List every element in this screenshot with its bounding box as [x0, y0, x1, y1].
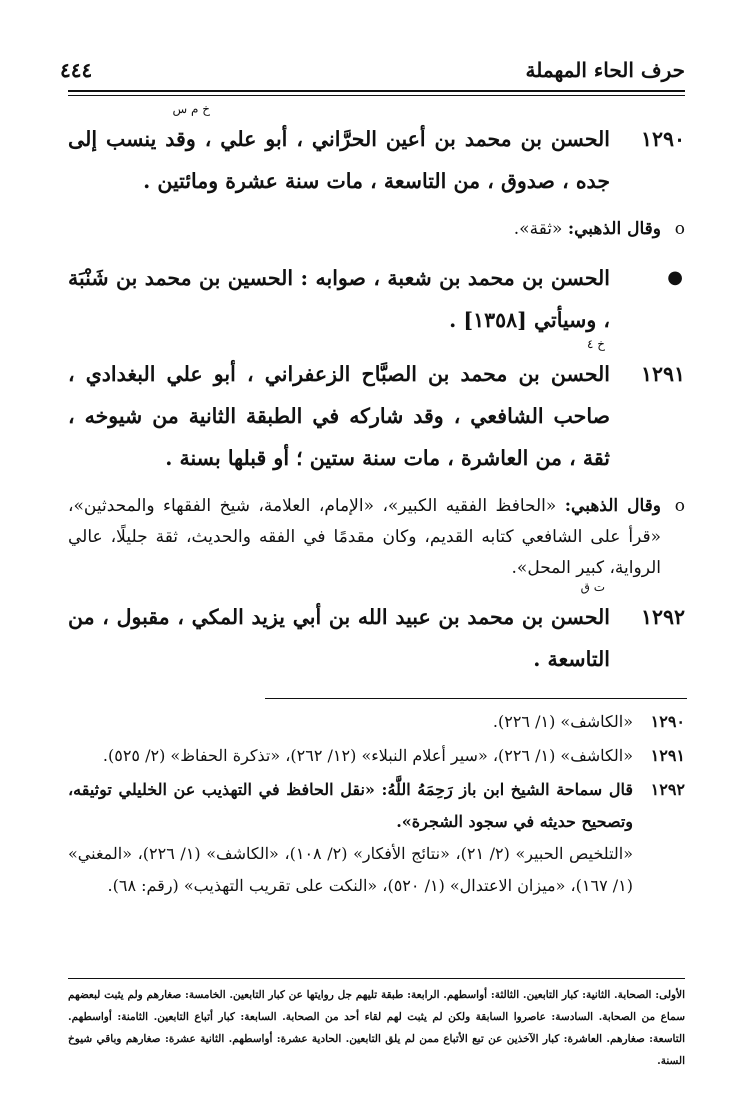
entry-body [68, 257, 685, 341]
footnote-number: ١٢٩٢ [650, 780, 685, 799]
footnotes [68, 706, 685, 904]
entry-name: الحسن [550, 605, 610, 629]
main-text [68, 102, 685, 692]
footnote-text: «الكاشف» (١/ ٢٢٦)، «سير أعلام النبلاء» (١٢/ ٢٦٢)، «تذكرة الحفاظ» (٢/ ٥٢٥). [102, 746, 633, 765]
entry-text: بن محمد بن عبيد الله بن أبي يزيد المكي ، مقبول ، من التاسعة . [68, 605, 610, 671]
entry-name: الحسن [550, 362, 610, 386]
entry-number: ١٢٩٢ [640, 605, 685, 629]
note-dhahabi-1290 [68, 214, 685, 245]
source-symbols: ت ق [580, 580, 605, 594]
footnote-rule [265, 698, 687, 699]
legend-rule [68, 978, 685, 979]
note-text: «ثقة». [513, 219, 568, 239]
entry-name: الحسن [550, 127, 610, 151]
entry-body [68, 337, 685, 479]
header-rule [68, 90, 685, 92]
footnote-1290 [68, 706, 685, 738]
entry-text: بن محمد بن الصبَّاح الزعفراني ، أبو علي البغدادي ، صاحب الشافعي ، وقد شاركه في الطبقة الثانية من شيوخه ، ثقة ، من العاشرة ، مات سنة ستين ؛ أو قبلها بسنة . [68, 362, 610, 470]
entry-number: ١٢٩١ [640, 362, 685, 386]
page-number: ٤٤٤ [60, 58, 93, 82]
page-header [60, 54, 685, 88]
entry-1291 [68, 337, 685, 479]
footnote-1292 [68, 774, 685, 902]
footnote-bold-text: قال سماحة الشيخ ابن باز رَحِمَهُ اللَّهُ: «نقل الحافظ في التهذيب عن الخليلي توثيقه، وتصحيح حديثه في سجود الشجرة». [68, 780, 633, 831]
entry-text: بن محمد بن أعين الحرَّاني ، أبو علي ، وقد ينسب إلى جده ، صدوق ، من التاسعة ، مات سنة عشرة ومائتين . [68, 127, 610, 193]
source-symbols: خ م س [172, 102, 210, 116]
footnote-number: ١٢٩١ [650, 746, 685, 765]
entry-text: بن محمد بن شعبة ، صوابه : الحسين بن محمد بن شَنْبَة ، وسيأتي [١٣٥٨] . [68, 266, 610, 332]
header-rule-thin [68, 95, 685, 96]
entry-body [68, 580, 685, 680]
footnote-1291 [68, 740, 685, 772]
entry-cross-reference [68, 257, 685, 341]
note-marker: o [674, 496, 685, 516]
entry-number: ١٢٩٠ [640, 127, 685, 151]
bullet-marker: ● [667, 267, 683, 288]
tabaqat-legend: الأولى: الصحابة. الثانية: كبار التابعين. الثالثة: أواسطهم. الرابعة: طبقة تليهم جل روايتها عن كبار التابعين. الخامسة: صغارهم ولم يثبت لبعضهم سماع من الصحابة. السادسة: عاصروا السابقة ولكن لم يثبت لهم لقاء أحد من الصحابة. السابعة: كبار أتباع التابعين. الثامنة: أواسطهم. التاسعة: صغارهم. العاشرة: كبار الآخذين عن تبع الأتباع ممن لم يلق التابعين. الحادية عشرة: أواسطهم. الثانية عشرة: صغارهم وباقي شيوخ السنة. [68, 989, 685, 1067]
chapter-title: حرف الحاء المهملة [525, 58, 685, 82]
entry-name: الحسن [550, 266, 610, 290]
source-symbols: خ ٤ [586, 337, 605, 351]
entry-1290 [68, 102, 685, 202]
note-text: «الحافظ الفقيه الكبير»، «الإمام، العلامة، شيخ الفقهاء والمحدثين»، «قرأ على الشافعي كتابه القديم، وكان مقدمًا في الفقه والحديث، ثقة جليلًا، عالي الرواية، كبير المحل». [68, 496, 661, 578]
footnote-number: ١٢٩٠ [650, 712, 685, 731]
note-marker: o [674, 219, 685, 239]
footnote-text: «التلخيص الحبير» (٢/ ٢١)، «نتائج الأفكار» (٢/ ١٠٨)، «الكاشف» (١/ ٢٢٦)، «المغني» (١/ ١٦٧)، «ميزان الاعتدال» (١/ ٥٢٠)، «النكت على تقريب التهذيب» (رقم: ٦٨). [68, 844, 633, 895]
entry-1292 [68, 580, 685, 680]
note-label: وقال الذهبي: [564, 496, 661, 516]
footnote-text: «الكاشف» (١/ ٢٢٦). [492, 712, 633, 731]
note-dhahabi-1291 [68, 491, 685, 584]
entry-body [68, 102, 685, 202]
note-label: وقال الذهبي: [567, 219, 661, 239]
